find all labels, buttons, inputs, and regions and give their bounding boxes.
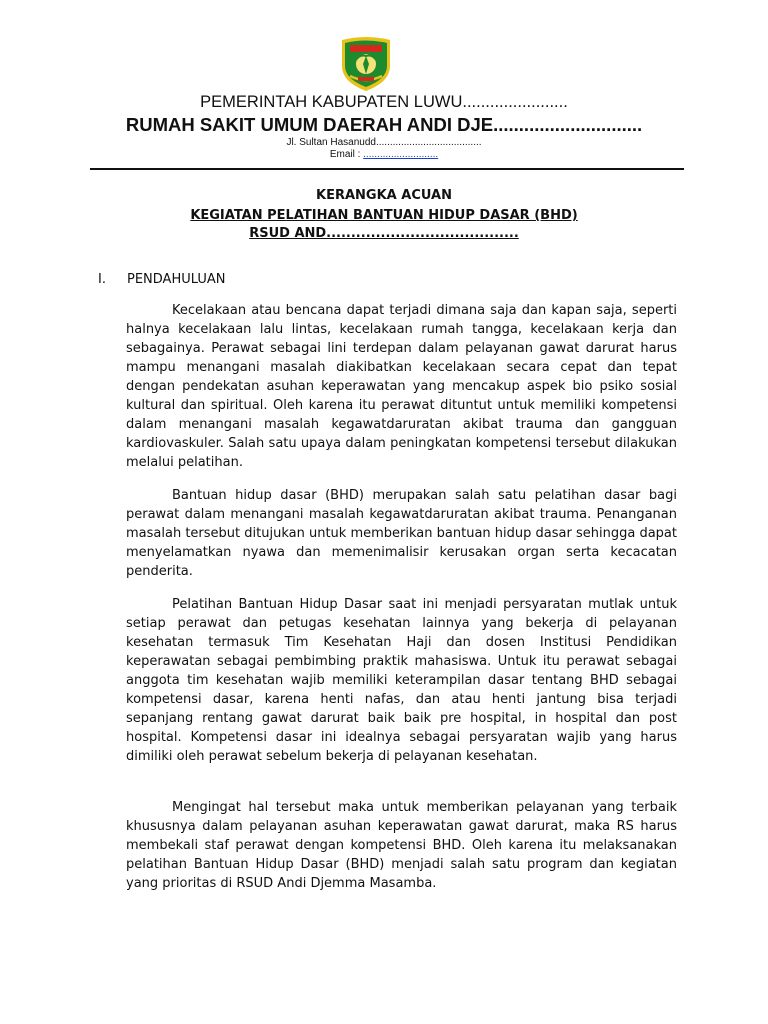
hospital-name: RUMAH SAKIT UMUM DAERAH ANDI DJE............................. [125, 114, 643, 135]
paragraph: Pelatihan Bantuan Hidup Dasar saat ini menjadi persyaratan mutlak untuk setiap perawat dan petugas kesehatan lainnya yang bekerja di pelayanan kesehatan termasuk Tim Kesehatan Haji dan dosen Institusi Pendidikan keperawatan sebagai pembimbing praktik mahasiswa. Untuk itu perawat sebagai anggota tim kesehatan wajib memiliki keterampilan dasar tentang BHD sebagai kompetensi dasar, karena henti nafas, dan atau henti jantung bisa terjadi sepanjang rentang gawat darurat baik baik pre hospital, in hospital dan post hospital. Kompetensi dasar ini idealnya sebagai persyaratan wajib yang harus dimiliki oleh perawat sebelum bekerja di pelayanan kesehatan. [126, 597, 677, 764]
section-title: PENDAHULUAN [127, 272, 226, 287]
section-heading [98, 272, 225, 287]
paragraph: Kecelakaan atau bencana dapat terjadi dimana saja dan kapan saja, seperti halnya kecelakaan lalu lintas, kecelakaan rumah tangga, kecelakaan kerja dan sebagainya. Perawat sebagai lini terdepan dalam pelayanan gawat darurat harus mampu menangani masalah diakibatkan kecelakaan secara cepat dan tepat dengan pendekatan asuhan keperawatan yang mencakup aspek bio psiko sosial kultural dan spiritual. Oleh karena itu perawat dituntut untuk memiliki kompetensi dalam menangani masalah kegawatdaruratan akibat trauma dan gangguan kardiovaskuler. Salah satu upaya dalam peningkatan kompetensi tersebut dilakukan melalui pelatihan. [126, 303, 677, 470]
hospital-address: Jl. Sultan Hasanudd...................................... [286, 137, 482, 148]
email-label: Email : [329, 149, 364, 160]
email-line [0, 149, 768, 160]
government-name: PEMERINTAH KABUPATEN LUWU....................... [200, 93, 568, 111]
document-institution: RSUD AND....................................... [249, 226, 519, 241]
section-number: I. [98, 272, 106, 287]
paragraph: Mengingat hal tersebut maka untuk memberikan pelayanan yang terbaik khususnya dalam pelayanan asuhan keperawatan gawat darurat, maka RS harus membekali staf perawat dengan kompetensi BHD. Oleh karena itu melaksanakan pelatihan Bantuan Hidup Dasar (BHD) menjadi salah satu program dan kegiatan yang prioritas di RSUD Andi Djemma Masamba. [126, 800, 677, 891]
header-divider [90, 168, 684, 170]
email-link[interactable]: ........................... [363, 149, 439, 160]
paragraph: Bantuan hidup dasar (BHD) merupakan salah satu pelatihan dasar bagi perawat dalam menangani masalah kegawatdaruratan akibat trauma. Penanganan masalah tersebut ditujukan untuk memberikan bantuan hidup dasar sehingga dapat menyelamatkan nyawa dan memenimalisir kerusakan organ serta kecacatan penderita. [126, 488, 677, 579]
document-title: KERANGKA ACUAN [316, 188, 452, 203]
document-subtitle: KEGIATAN PELATIHAN BANTUAN HIDUP DASAR (BHD) [190, 208, 578, 223]
regency-emblem-icon [340, 36, 392, 92]
